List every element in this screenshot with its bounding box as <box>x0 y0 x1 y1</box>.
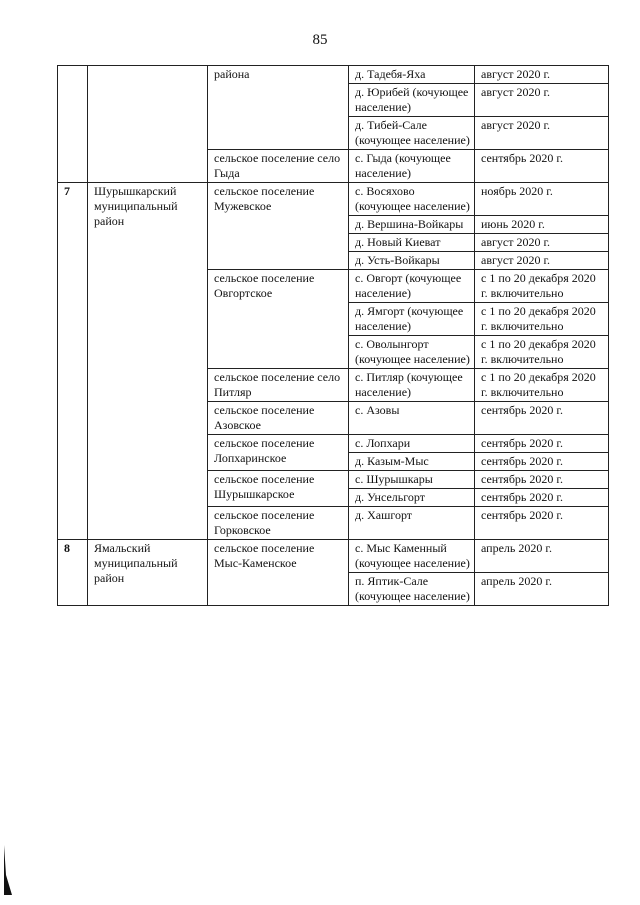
date-cell: август 2020 г. <box>475 234 609 252</box>
page-number: 85 <box>312 32 328 48</box>
edge-ink-mark <box>2 845 14 895</box>
settlement-cell: сельское поселение Мужевское <box>208 183 349 270</box>
locality-cell: д. Казым-Мыс <box>349 453 475 471</box>
settlement-cell: сельское поселение село Питляр <box>208 369 349 402</box>
locality-cell: с. Восяхово (кочующее население) <box>349 183 475 216</box>
date-cell: сентябрь 2020 г. <box>475 402 609 435</box>
date-cell: сентябрь 2020 г. <box>475 507 609 540</box>
locality-cell: д. Юрибей (кочующее население) <box>349 84 475 117</box>
date-cell: с 1 по 20 декабря 2020 г. включительно <box>475 303 609 336</box>
date-cell: сентябрь 2020 г. <box>475 489 609 507</box>
district-cell: Шурышкарский муниципальный район <box>88 183 208 540</box>
locality-cell: д. Вершина-Войкары <box>349 216 475 234</box>
settlement-cell: сельское поселение Шурышкарское <box>208 471 349 507</box>
settlement-cell: сельское поселение Горковское <box>208 507 349 540</box>
district-cell: Ямальский муниципальный район <box>88 540 208 606</box>
table-row <box>58 183 609 216</box>
census-schedule-table <box>57 65 609 606</box>
settlement-cell: сельское поселение Мыс-Каменское <box>208 540 349 606</box>
date-cell: август 2020 г. <box>475 66 609 84</box>
date-cell: сентябрь 2020 г. <box>475 435 609 453</box>
date-cell: ноябрь 2020 г. <box>475 183 609 216</box>
locality-cell: с. Мыс Каменный (кочующее население) <box>349 540 475 573</box>
locality-cell: с. Питляр (кочующее население) <box>349 369 475 402</box>
date-cell: август 2020 г. <box>475 117 609 150</box>
date-cell: с 1 по 20 декабря 2020 г. включительно <box>475 270 609 303</box>
locality-cell: с. Оволынгорт (кочующее население) <box>349 336 475 369</box>
date-cell: сентябрь 2020 г. <box>475 453 609 471</box>
locality-cell: д. Тибей-Сале (кочующее население) <box>349 117 475 150</box>
date-cell: апрель 2020 г. <box>475 573 609 606</box>
date-cell: сентябрь 2020 г. <box>475 150 609 183</box>
locality-cell: п. Яптик-Сале (кочующее население) <box>349 573 475 606</box>
locality-cell: д. Хашгорт <box>349 507 475 540</box>
locality-cell: с. Гыда (кочующее население) <box>349 150 475 183</box>
row-number-cell: 8 <box>58 540 88 606</box>
locality-cell: с. Овгорт (кочующее население) <box>349 270 475 303</box>
row-number-cell <box>58 66 88 183</box>
date-cell: август 2020 г. <box>475 84 609 117</box>
date-cell: апрель 2020 г. <box>475 540 609 573</box>
locality-cell: д. Ямгорт (кочующее население) <box>349 303 475 336</box>
row-number-cell: 7 <box>58 183 88 540</box>
table-row <box>58 540 609 573</box>
date-cell: с 1 по 20 декабря 2020 г. включительно <box>475 336 609 369</box>
date-cell: сентябрь 2020 г. <box>475 471 609 489</box>
locality-cell: д. Тадебя-Яха <box>349 66 475 84</box>
district-cell <box>88 66 208 183</box>
table-row <box>58 66 609 84</box>
settlement-cell: района <box>208 66 349 150</box>
date-cell: август 2020 г. <box>475 252 609 270</box>
locality-cell: д. Унсельгорт <box>349 489 475 507</box>
locality-cell: с. Шурышкары <box>349 471 475 489</box>
date-cell: июнь 2020 г. <box>475 216 609 234</box>
locality-cell: с. Лопхари <box>349 435 475 453</box>
settlement-cell: сельское поселение Овгортское <box>208 270 349 369</box>
locality-cell: д. Усть-Войкары <box>349 252 475 270</box>
settlement-cell: сельское поселение Азовское <box>208 402 349 435</box>
locality-cell: с. Азовы <box>349 402 475 435</box>
settlement-cell: сельское поселение село Гыда <box>208 150 349 183</box>
locality-cell: д. Новый Киеват <box>349 234 475 252</box>
date-cell: с 1 по 20 декабря 2020 г. включительно <box>475 369 609 402</box>
settlement-cell: сельское поселение Лопхаринское <box>208 435 349 471</box>
